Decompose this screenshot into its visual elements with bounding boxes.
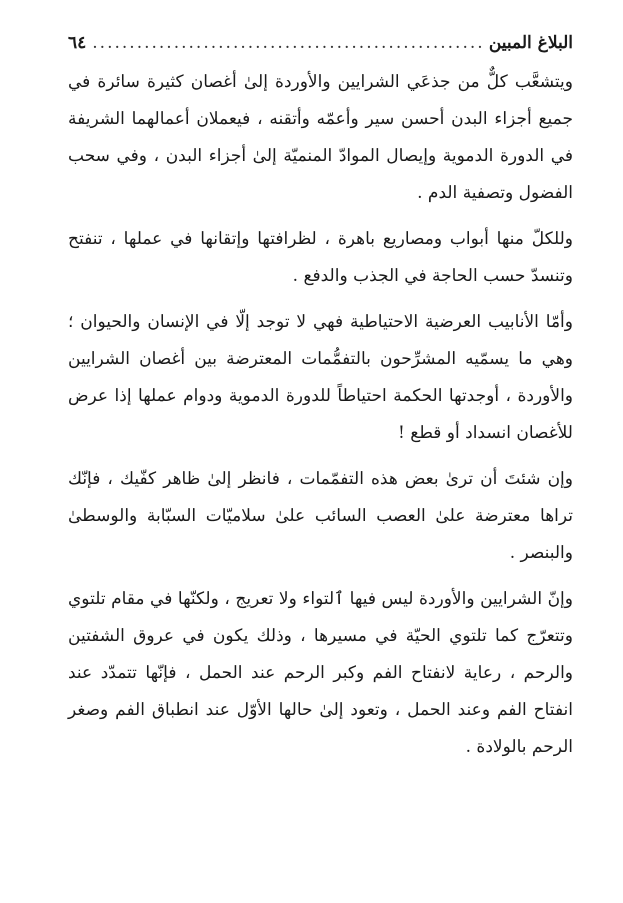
running-header xyxy=(68,28,573,58)
paragraph: وللكلّ منها أبواب ومصاريع باهرة ، لظرافتها وإتقانها في عملها ، تنفتح وتنسدّ حسب الحاجة في الجذب والدفع . xyxy=(68,229,573,286)
paragraph: وأمّا الأنابيب العرضية الاحتياطية فهي لا توجد إلّا في الإنسان والحيوان ؛ وهي ما يسمّيه المشرِّحون بالتفمُّمات المعترضة بين أغصان الشرايين والأوردة ، أوجدتها الحكمة احتياطاً للدورة الدموية ودوام عملها إذا عرض للأغصان انسداد أو قطع ! xyxy=(68,312,573,443)
dot-leader xyxy=(92,28,483,58)
page-number: ٦٤ xyxy=(68,33,87,53)
book-title: البلاغ المبين xyxy=(488,33,573,53)
body-text xyxy=(68,64,573,766)
paragraph: وإن شئتَ أن ترىٰ بعض هذه التفمّمات ، فانظر إلىٰ ظاهر كفّيك ، فإنّك تراها معترضة علىٰ العصب السائب علىٰ سلاميّات السبّابة والوسطىٰ والبنصر . xyxy=(68,469,573,563)
paragraph: ويتشعَّب كلٌّ من جذعَي الشرايين والأوردة إلىٰ أغصان كثيرة سائرة في جميع أجزاء البدن أحسن سير وأعمّه وأتقنه ، فيعملان أعمالهما الشريفة في الدورة الدموية وإيصال الموادّ المنميّة إلىٰ أجزاء البدن ، وفي سحب الفضول وتصفية الدم . xyxy=(68,72,573,203)
paragraph: وإنّ الشرايين والأوردة ليس فيها ٱلتواء ولا تعريج ، ولكنّها في مقام تلتوي وتتعرّج كما تلتوي الحيّة في مسيرها ، وذلك يكون في عروق الشفتين والرحم ، رعاية لانفتاح الفم وكبر الرحم عند الحمل ، فإنّها تتمدّد عند انفتاح الفم وعند الحمل ، وتعود إلىٰ حالها الأوّل عند انطباق الفم وصغر الرحم بالولادة . xyxy=(68,589,573,757)
